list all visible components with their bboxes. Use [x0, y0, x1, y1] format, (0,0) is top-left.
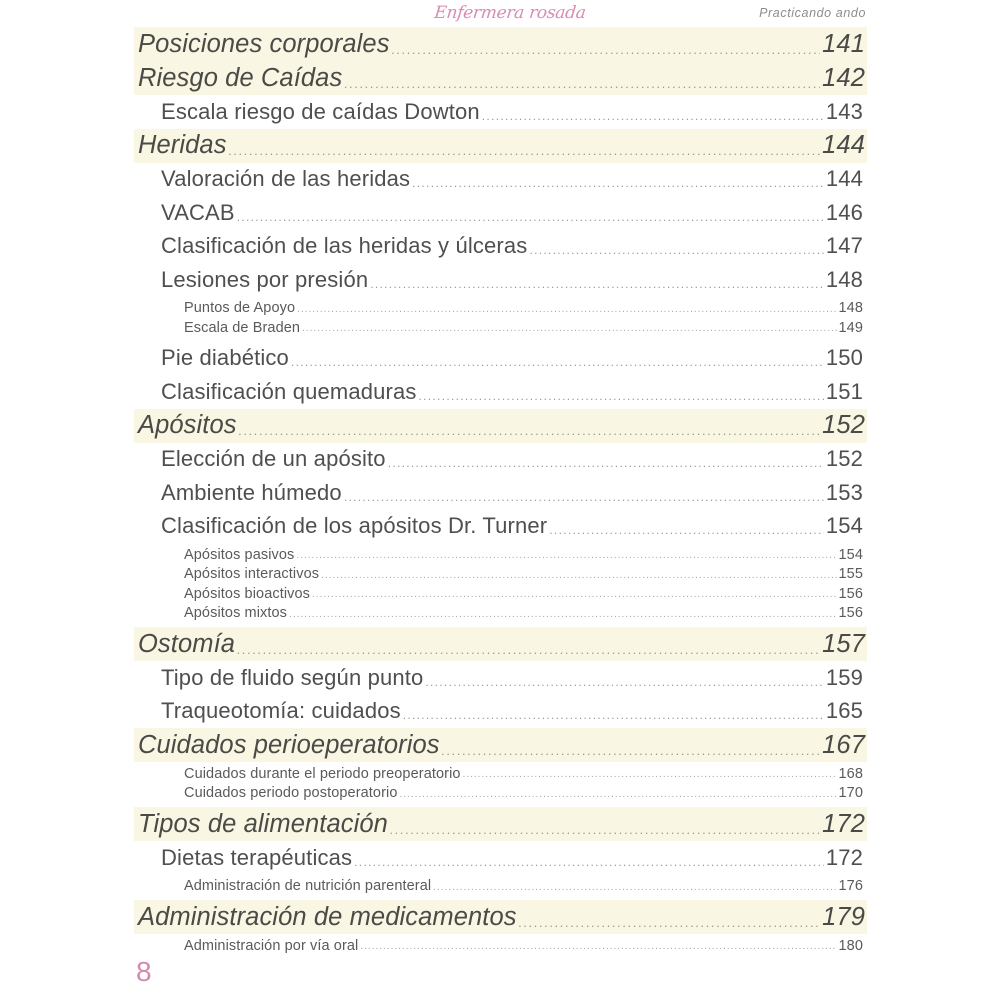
toc-entry-page-number: 144: [822, 131, 865, 159]
toc-entry-title: Apósitos pasivos: [184, 546, 295, 563]
toc-entry-level-1[interactable]: [134, 27, 867, 61]
toc-entry-level-2[interactable]: [134, 443, 867, 477]
toc-entry-page-number: 167: [822, 730, 865, 759]
toc-entry-page-number: 152: [825, 446, 863, 472]
toc-dot-leader: [392, 31, 821, 57]
toc-entry-page-number: 152: [822, 411, 865, 439]
toc-entry-level-2[interactable]: [134, 841, 867, 875]
toc-entry-level-1[interactable]: [134, 129, 867, 163]
toc-entry-level-3[interactable]: [134, 584, 867, 604]
toc-entry-level-3[interactable]: [134, 545, 867, 565]
toc-entry-title: Apósitos interactivos: [184, 566, 320, 583]
toc-entry-title: Apósitos: [138, 411, 237, 439]
toc-entry-page-number: 150: [825, 345, 863, 371]
toc-dot-leader: [291, 347, 824, 369]
toc-dot-leader: [344, 65, 820, 91]
toc-dot-leader: [403, 700, 824, 722]
toc-dot-leader: [302, 321, 836, 336]
toc-entry-title: Escala riesgo de caídas Dowton: [161, 98, 480, 124]
toc-dot-leader: [433, 879, 836, 894]
toc-entry-level-3[interactable]: [134, 299, 867, 319]
toc-entry-level-1[interactable]: [134, 900, 867, 934]
toc-entry-title: Escala de Braden: [184, 319, 301, 336]
toc-dot-leader: [419, 381, 824, 403]
toc-entry-level-2[interactable]: [134, 95, 867, 129]
toc-entry-page-number: 143: [825, 98, 863, 124]
toc-entry-level-1[interactable]: [134, 409, 867, 443]
toc-dot-leader: [321, 567, 836, 582]
toc-dot-leader: [289, 606, 836, 621]
toc-dot-leader: [425, 667, 823, 689]
toc-entry-level-3[interactable]: [134, 936, 867, 956]
toc-entry-level-2[interactable]: [134, 476, 867, 510]
toc-dot-leader: [388, 448, 824, 470]
toc-dot-leader: [344, 482, 824, 504]
toc-entry-title: Cuidados periodo postoperatorio: [184, 785, 398, 802]
toc-entry-page-number: 156: [838, 585, 863, 602]
toc-entry-level-1[interactable]: [134, 61, 867, 95]
toc-entry-page-number: 154: [825, 513, 863, 539]
toc-entry-title: Ostomía: [138, 629, 236, 658]
toc-entry-title: Cuidados perioeperatorios: [138, 730, 440, 759]
toc-entry-page-number: 142: [822, 63, 865, 92]
toc-entry-page-number: 179: [822, 902, 865, 931]
toc-dot-leader: [237, 202, 824, 224]
toc-entry-level-2[interactable]: [134, 163, 867, 197]
toc-entry-level-2[interactable]: [134, 375, 867, 409]
toc-entry-title: Dietas terapéuticas: [161, 844, 353, 870]
toc-dot-leader: [360, 939, 836, 954]
toc-dot-leader: [442, 732, 821, 758]
toc-entry-title: Clasificación de las heridas y úlceras: [161, 233, 528, 259]
toc-dot-leader: [312, 587, 836, 602]
table-of-contents: [134, 27, 867, 956]
toc-entry-page-number: 144: [825, 166, 863, 192]
toc-entry-page-number: 154: [838, 546, 863, 563]
toc-entry-page-number: 147: [825, 233, 863, 259]
toc-entry-level-1[interactable]: [134, 728, 867, 762]
toc-entry-level-3[interactable]: [134, 318, 867, 338]
toc-entry-page-number: 153: [825, 479, 863, 505]
toc-dot-leader: [519, 904, 821, 930]
toc-dot-leader: [370, 269, 824, 291]
toc-entry-page-number: 172: [822, 809, 865, 838]
toc-entry-level-2[interactable]: [134, 510, 867, 544]
toc-dot-leader: [549, 515, 824, 537]
toc-dot-leader: [463, 767, 837, 782]
toc-entry-level-2[interactable]: [134, 695, 867, 729]
toc-dot-leader: [412, 168, 824, 190]
toc-dot-leader: [390, 811, 820, 837]
toc-dot-leader: [237, 631, 820, 657]
toc-entry-title: Administración de nutrición parenteral: [184, 878, 432, 895]
toc-dot-leader: [400, 786, 837, 801]
toc-entry-page-number: 148: [838, 300, 863, 317]
toc-entry-title: Administración de medicamentos: [138, 902, 517, 931]
toc-entry-level-2[interactable]: [134, 661, 867, 695]
toc-entry-level-3[interactable]: [134, 877, 867, 897]
toc-dot-leader: [239, 413, 821, 439]
toc-entry-page-number: 168: [838, 765, 863, 782]
toc-entry-level-1[interactable]: [134, 627, 867, 661]
toc-entry-page-number: 170: [838, 785, 863, 802]
toc-entry-title: Clasificación de los apósitos Dr. Turner: [161, 513, 548, 539]
toc-entry-level-2[interactable]: [134, 342, 867, 376]
toc-entry-page-number: 176: [838, 878, 863, 895]
toc-entry-level-2[interactable]: [134, 196, 867, 230]
toc-dot-leader: [296, 548, 836, 563]
toc-entry-page-number: 146: [825, 199, 863, 225]
toc-entry-title: VACAB: [161, 199, 235, 225]
toc-entry-title: Tipo de fluido según punto: [161, 664, 424, 690]
toc-entry-title: Heridas: [138, 131, 227, 159]
toc-entry-title: Lesiones por presión: [161, 266, 369, 292]
toc-dot-leader: [529, 235, 823, 257]
page-number-folio: 8: [136, 956, 153, 987]
toc-entry-page-number: 149: [838, 319, 863, 336]
toc-entry-title: Valoración de las heridas: [161, 166, 411, 192]
toc-entry-page-number: 156: [838, 605, 863, 622]
toc-entry-level-2[interactable]: [134, 263, 867, 297]
toc-entry-page-number: 141: [822, 29, 865, 58]
toc-dot-leader: [297, 301, 836, 316]
header-tagline: Practicando ando: [759, 6, 866, 20]
toc-entry-page-number: 180: [838, 937, 863, 954]
toc-entry-title: Apósitos mixtos: [184, 605, 288, 622]
toc-entry-level-3[interactable]: [134, 565, 867, 585]
toc-entry-level-2[interactable]: [134, 230, 867, 264]
toc-entry-title: Administración por vía oral: [184, 937, 359, 954]
toc-entry-title: Riesgo de Caídas: [138, 63, 343, 92]
toc-entry-level-3[interactable]: [134, 784, 867, 804]
toc-dot-leader: [229, 133, 821, 159]
toc-entry-title: Pie diabético: [161, 345, 289, 371]
toc-entry-page-number: 148: [825, 266, 863, 292]
toc-entry-page-number: 159: [825, 664, 863, 690]
toc-dot-leader: [482, 101, 824, 123]
toc-entry-title: Apósitos bioactivos: [184, 585, 311, 602]
toc-entry-title: Posiciones corporales: [138, 29, 390, 58]
toc-entry-title: Puntos de Apoyo: [184, 300, 296, 317]
toc-entry-level-1[interactable]: [134, 807, 867, 841]
toc-entry-title: Ambiente húmedo: [161, 479, 342, 505]
toc-dot-leader: [354, 847, 824, 869]
toc-entry-page-number: 155: [838, 566, 863, 583]
toc-entry-title: Tipos de alimentación: [138, 809, 388, 838]
toc-entry-page-number: 172: [825, 844, 863, 870]
running-header: [0, 0, 1000, 26]
toc-entry-page-number: 165: [825, 698, 863, 724]
toc-entry-page-number: 157: [822, 629, 865, 658]
toc-entry-title: Clasificación quemaduras: [161, 378, 417, 404]
toc-entry-level-3[interactable]: [134, 764, 867, 784]
toc-entry-level-3[interactable]: [134, 604, 867, 624]
toc-entry-title: Traqueotomía: cuidados: [161, 698, 401, 724]
toc-entry-title: Cuidados durante el periodo preoperatorio: [184, 765, 461, 782]
brand-logo: Enfermera rosada: [433, 3, 587, 23]
toc-entry-title: Elección de un apósito: [161, 446, 386, 472]
toc-entry-page-number: 151: [825, 378, 863, 404]
